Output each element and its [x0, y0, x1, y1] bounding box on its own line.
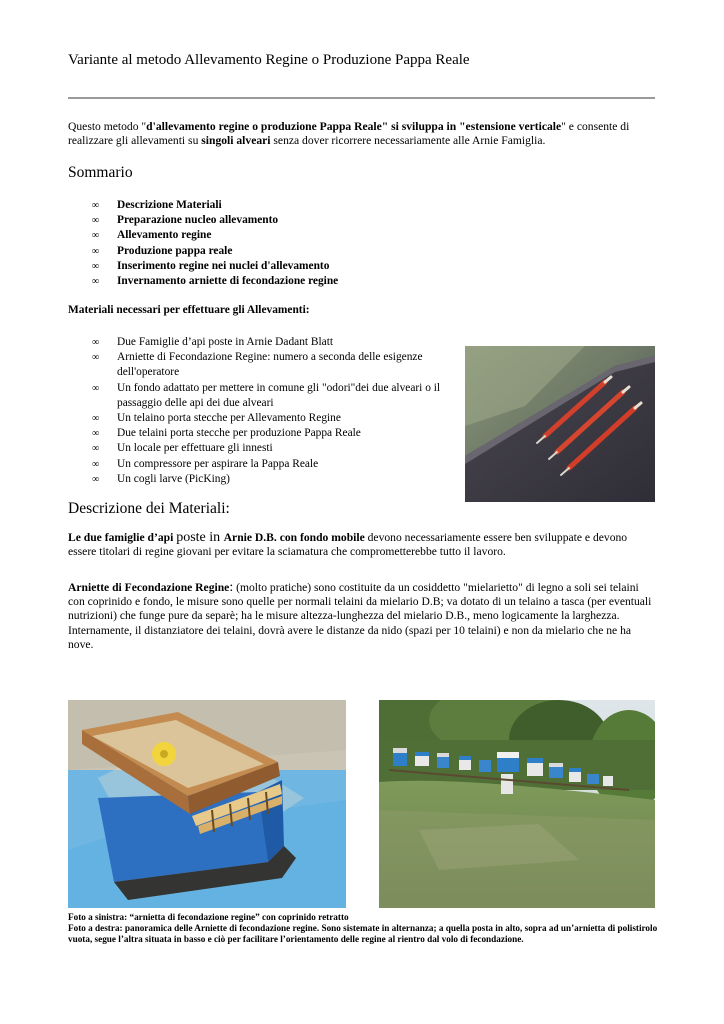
intro-text: senza dover ricorrere necessariamente alle Arnie Famiglia.	[270, 134, 546, 148]
bullet-icon: ∞	[92, 276, 100, 288]
intro-bold-method: d'allevamento regine o produzione Pappa Reale" si sviluppa in "estensione verticale	[146, 120, 562, 133]
sommario-item[interactable]: ∞ Descrizione Materiali	[92, 198, 338, 213]
bullet-icon: ∞	[92, 260, 100, 272]
sommario-item[interactable]: ∞ Preparazione nucleo allevamento	[92, 213, 338, 228]
header-divider	[68, 97, 655, 99]
bullet-icon: ∞	[92, 443, 100, 455]
intro-text: " e consente di realizzare gli allevamenti su	[68, 120, 630, 148]
bullet-icon: ∞	[92, 215, 100, 227]
materiali-item: ∞ Due Famiglie d’api poste in Arnie Dadant Blatt	[92, 335, 462, 350]
materiali-item: ∞ Un locale per effettuare gli innesti	[92, 441, 462, 456]
materiali-item: ∞ Un compressore per aspirare la Pappa Reale	[92, 457, 462, 472]
caption-left: Foto a sinistra: “arnietta di fecondazione regine” con coprinido retratto	[68, 912, 349, 922]
bullet-icon: ∞	[92, 428, 100, 440]
bullet-icon: ∞	[92, 352, 100, 364]
photo-arnietta	[68, 700, 346, 908]
page-title: Variante al metodo Allevamento Regine o Produzione Pappa Reale	[68, 52, 470, 68]
materiali-item: ∞ Un fondo adattato per mettere in comune gli "odori"dei due alveari o il passaggio delle api dei due alveari	[92, 381, 441, 409]
bullet-icon: ∞	[92, 413, 100, 425]
bullet-icon: ∞	[92, 200, 100, 211]
descrizione-paragraph-arniette: Arniette di Fecondazione Regine: (molto pratiche) sono costituite da un cosiddetto "mielarietto" di legno a soli sei telaini con coprinido e fondo, le misure sono quelle per normali telaini da mielario D.B; va dotato di un telaino a tasca (per eventuali nutrizioni) che funge pure da separè; ha le misure altezza-lunghezza del mielario D.B., meno logicamente la larghezza. Internamente, il distanziatore dei telaini, dovrà avere le distanze da nido (spazi per 10 telaini) e non da mielario che ne ha nove.	[68, 580, 652, 651]
sommario-list	[92, 198, 338, 289]
bullet-icon: ∞	[92, 245, 100, 257]
sommario-heading: Sommario	[68, 164, 133, 181]
descrizione-heading: Descrizione dei Materiali:	[68, 500, 230, 517]
intro-text: Questo metodo "	[68, 120, 147, 133]
photo-captions	[68, 912, 658, 946]
photo-apiario	[379, 700, 655, 908]
intro-paragraph	[68, 120, 653, 148]
descrizione-paragraph-famiglie: Le due famiglie d’api poste in Arnie D.B. con fondo mobile devono necessariamente essere ben sviluppate e devono essere titolari di regine giovani per evitare la sciamatura che comprometterebbe tutto il lavoro.	[68, 530, 628, 559]
photo-grafting-tools	[465, 346, 655, 502]
sommario-item[interactable]: ∞ Invernamento arniette di fecondazione regine	[92, 274, 338, 289]
sommario-item[interactable]: ∞ Inserimento regine nei nuclei d'allevamento	[92, 259, 338, 274]
materiali-item: ∞ Un telaino porta stecche per Allevamento Regine	[92, 411, 462, 426]
sommario-item[interactable]: ∞ Produzione pappa reale	[92, 244, 338, 259]
bullet-icon: ∞	[92, 382, 100, 394]
intro-bold-singoli: singoli alveari	[201, 134, 271, 148]
bullet-icon: ∞	[92, 337, 100, 348]
bullet-icon: ∞	[92, 458, 100, 470]
bullet-icon: ∞	[92, 230, 100, 242]
materiali-heading: Materiali necessari per effettuare gli Allevamenti:	[68, 304, 310, 316]
sommario-item[interactable]: ∞ Allevamento regine	[92, 228, 338, 243]
materiali-item: ∞ Un cogli larve (PicKing)	[92, 472, 462, 487]
materiali-item: ∞ Arniette di Fecondazione Regine: numero a seconda delle esigenze dell'operatore	[92, 351, 423, 379]
caption-right: Foto a destra: panoramica delle Arniette di fecondazione regine. Sono sistemate in alternanza; a quella posta in alto, sopra ad un’arnietta di polistirolo vuota, segue l’altra situata in basso e ciò per facilitare l’orientamento delle regine al rientro dal volo di fecondazione.	[68, 923, 658, 945]
materiali-list	[92, 335, 462, 487]
bullet-icon: ∞	[92, 473, 100, 485]
materiali-item: ∞ Due telaini porta stecche per produzione Pappa Reale	[92, 426, 462, 441]
